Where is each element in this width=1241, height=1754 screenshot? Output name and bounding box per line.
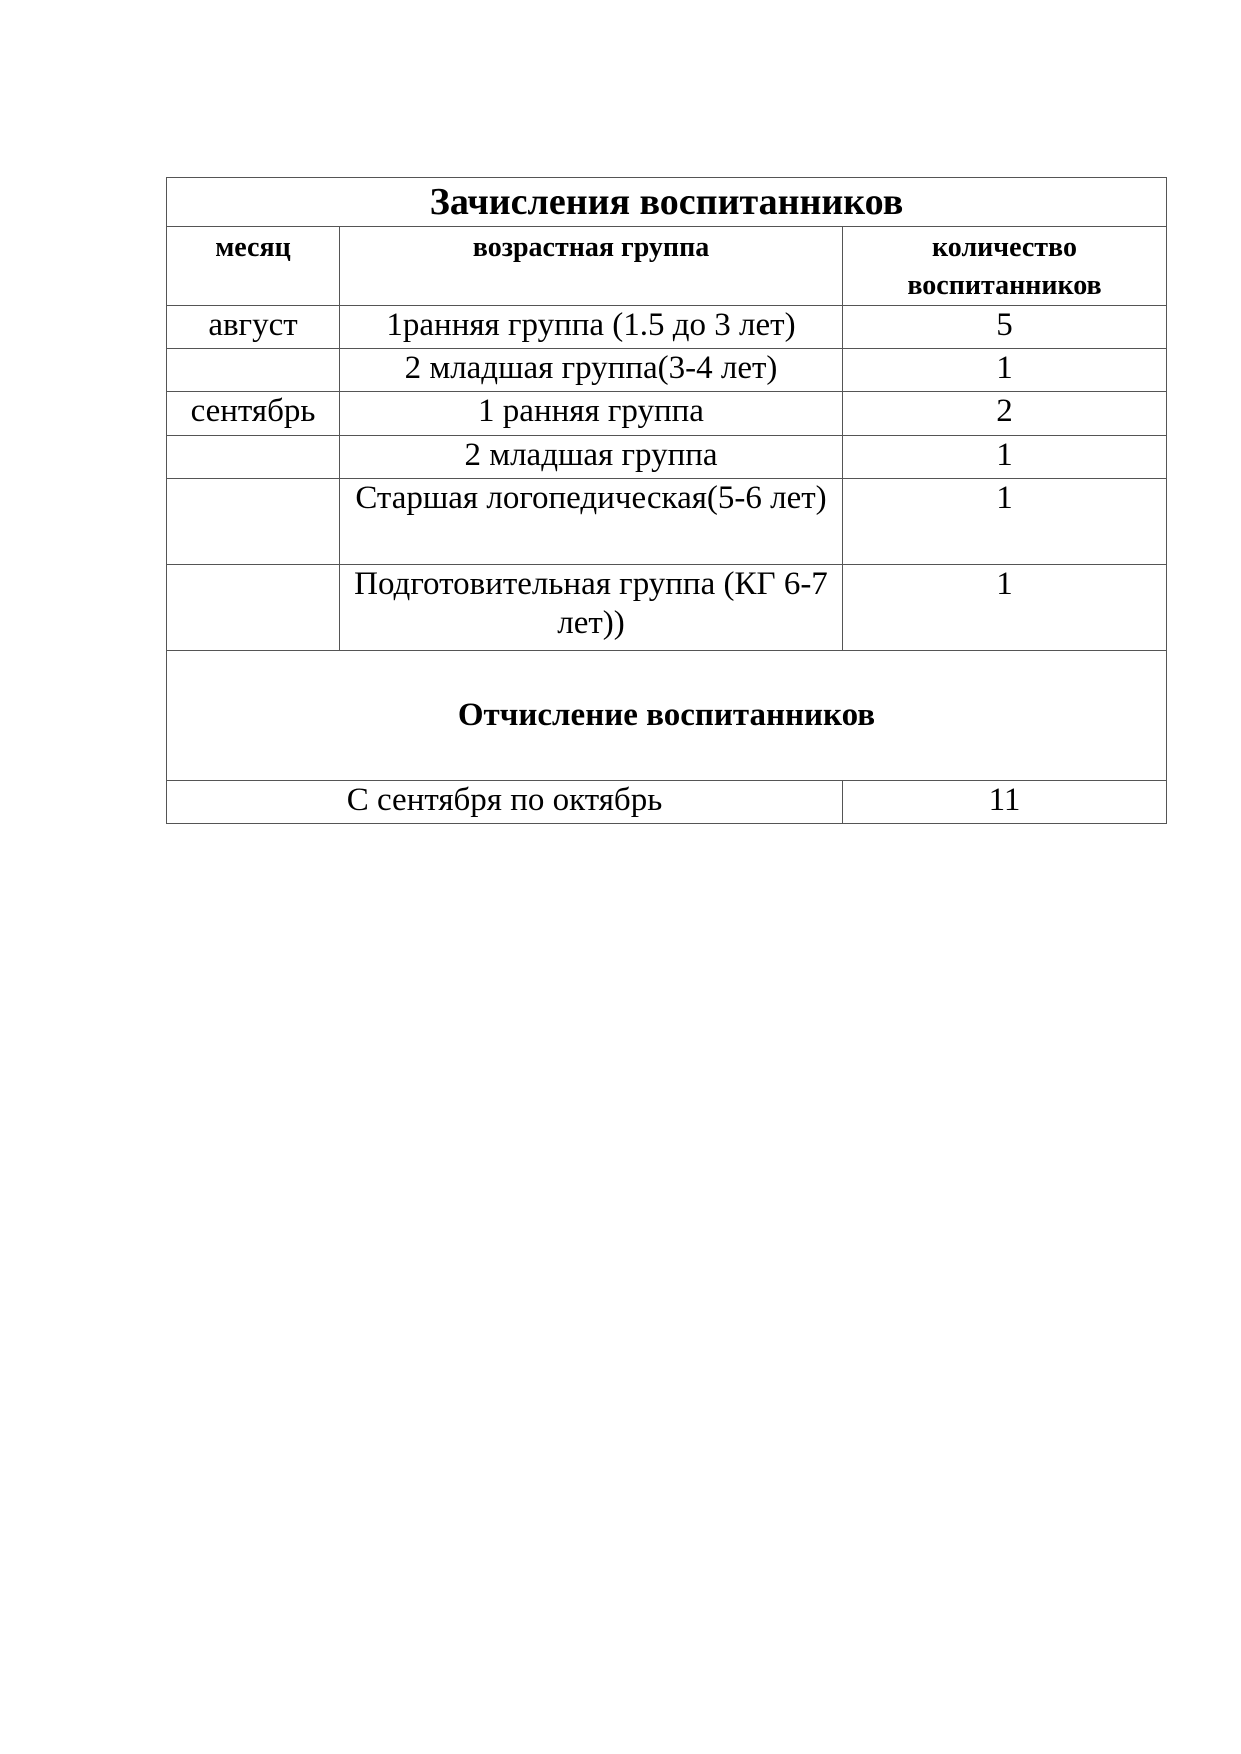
cell-group: Подготовительная группа (КГ 6-7 лет)) <box>340 565 843 651</box>
withdrawal-title-row <box>167 651 1167 781</box>
cell-count: 1 <box>843 565 1167 651</box>
cell-group: 2 младшая группа <box>340 436 843 479</box>
table-row <box>167 565 1167 651</box>
header-count-line1: количество <box>932 232 1077 263</box>
table-row <box>167 436 1167 479</box>
table-header-row <box>167 227 1167 306</box>
cell-month <box>167 436 340 479</box>
table-row <box>167 306 1167 349</box>
cell-month <box>167 349 340 392</box>
enrollment-title: Зачисления воспитанников <box>167 178 1167 227</box>
cell-month <box>167 565 340 651</box>
cell-month <box>167 479 340 565</box>
cell-group: Старшая логопедическая(5-6 лет) <box>340 479 843 565</box>
cell-group: 2 младшая группа(3-4 лет) <box>340 349 843 392</box>
header-month: месяц <box>167 227 340 306</box>
withdrawal-period: С сентября по октябрь <box>167 781 843 824</box>
table-title-row <box>167 178 1167 227</box>
header-count-line2: воспитанников <box>907 270 1102 301</box>
table-row <box>167 479 1167 565</box>
withdrawal-title: Отчисление воспитанников <box>167 651 1167 781</box>
cell-group: 1ранняя группа (1.5 до 3 лет) <box>340 306 843 349</box>
header-age-group: возрастная группа <box>340 227 843 306</box>
header-count <box>843 227 1167 306</box>
cell-group: 1 ранняя группа <box>340 392 843 436</box>
cell-month: август <box>167 306 340 349</box>
enrollment-table <box>166 177 1167 824</box>
cell-count: 1 <box>843 436 1167 479</box>
cell-count: 5 <box>843 306 1167 349</box>
withdrawal-count: 11 <box>843 781 1167 824</box>
cell-count: 1 <box>843 349 1167 392</box>
cell-count: 1 <box>843 479 1167 565</box>
cell-month: сентябрь <box>167 392 340 436</box>
table-row <box>167 392 1167 436</box>
cell-count: 2 <box>843 392 1167 436</box>
withdrawal-row <box>167 781 1167 824</box>
table-row <box>167 349 1167 392</box>
